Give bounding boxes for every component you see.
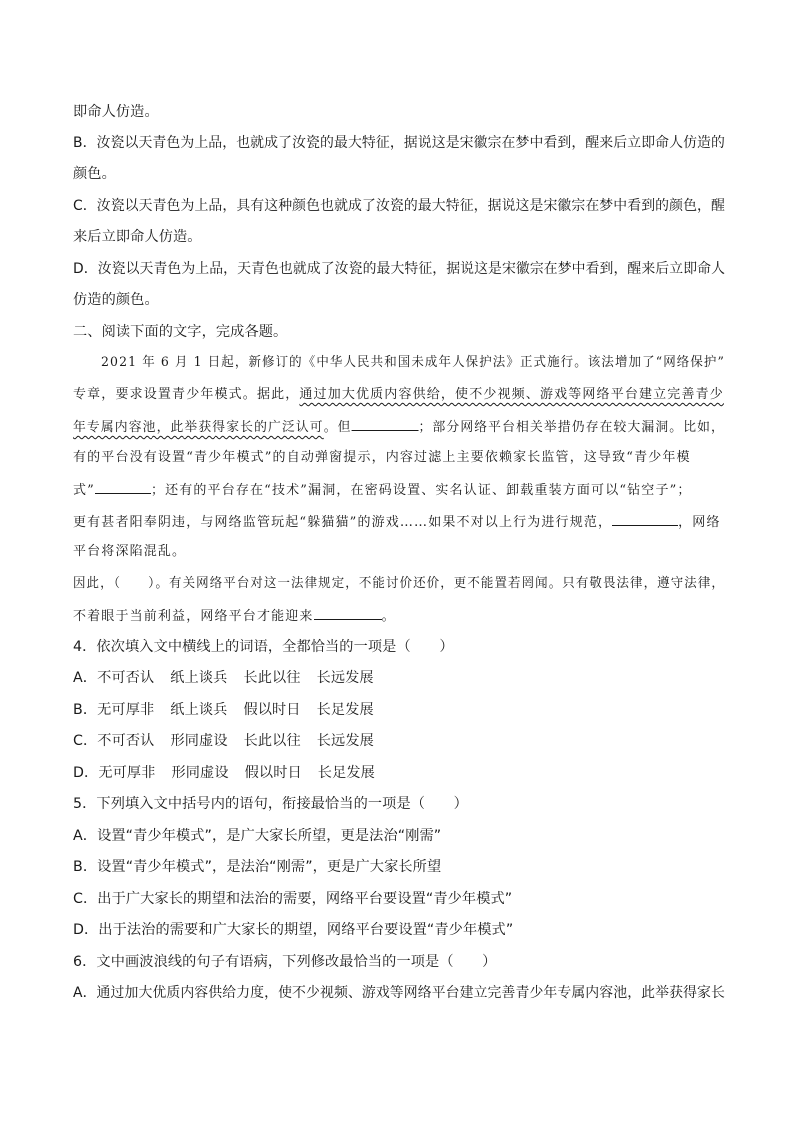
passage-text: ；部分网络平台相关举措仍存在较大漏洞。比如，: [418, 420, 725, 435]
passage-line-7: 平台将深陷混乱。: [73, 544, 187, 559]
option-word: 长远发展: [316, 733, 374, 749]
passage-line-3: [73, 416, 725, 438]
option-word: 形同虚设: [171, 765, 229, 781]
q3-option-d-line1: D．汝瓷以天青色为上品，天青色也就成了汝瓷的最大特征，据说这是宋徽宗在梦中看到，醒来后立即命人: [73, 261, 726, 277]
option-letter: C．: [73, 733, 98, 749]
q5-option-c[interactable]: C．出于广大家长的期望和法治的需要，网络平台要设置“青少年模式”: [73, 891, 513, 907]
passage-line-8: 因此，（ ）。有关网络平台对这一法律规定，不能讨价还价，更不能置若罔闻。只有敬畏法律，遵守法律，: [73, 576, 725, 591]
q4-option-a[interactable]: [73, 668, 374, 688]
option-word: 长远发展: [316, 670, 374, 686]
option-word: 无可厚非: [97, 702, 155, 718]
passage-text: 。但: [323, 420, 352, 435]
q5-option-b[interactable]: B．设置“青少年模式”，是法治“刚需”，更是广大家长所望: [73, 859, 442, 875]
q4-option-b[interactable]: [73, 700, 374, 720]
q5-option-d[interactable]: D．出于法治的需要和广大家长的期望，网络平台要设置“青少年模式”: [73, 922, 514, 938]
q6-option-a[interactable]: A．通过加大优质内容供给力度，使不少视频、游戏等网络平台建立完善青少年专属内容池，此举获得家长: [73, 985, 725, 1001]
option-word: 无可厚非: [98, 765, 156, 781]
q6-stem: 6．文中画波浪线的句子有语病，下列修改最恰当的一项是（ ）: [73, 954, 497, 970]
passage-line-4: 有的平台没有设置“青少年模式”的自动弹窗提示，内容过滤上主要依赖家长监管，这导致“青少年模: [73, 450, 691, 465]
option-word: 纸上谈兵: [170, 702, 228, 718]
passage-line-1: 2021 年 6 月 1 日起，新修订的《中华人民共和国未成年人保护法》正式施行。该法增加了“网络保护”: [101, 355, 725, 370]
option-word: 假以时日: [244, 765, 302, 781]
q3-option-b-line1: B．汝瓷以天青色为上品，也就成了汝瓷的最大特征，据说这是宋徽宗在梦中看到，醒来后立即命人仿造的: [73, 135, 725, 151]
option-word: 长此以往: [243, 733, 301, 749]
wavy-underlined-sentence: 年专属内容池，此举获得家长的广泛认可: [73, 420, 324, 435]
option-word: 长足发展: [317, 765, 375, 781]
q4-stem: 4．依次填入文中横线上的词语，全都恰当的一项是（ ）: [73, 639, 454, 655]
passage-text: ，网络: [678, 515, 721, 530]
answer-blank-1[interactable]: [352, 416, 419, 431]
wavy-underlined-sentence: 通过加大优质内容供给，使不少视频、游戏等网络平台建立完善青少: [299, 387, 724, 402]
option-letter: B．: [73, 702, 98, 718]
passage-text: 。: [381, 609, 396, 624]
passage-text: 不着眼于当前利益，网络平台才能迎来: [73, 609, 314, 624]
q3-option-c-line2: 来后立即命人仿造。: [73, 229, 202, 245]
q5-option-a[interactable]: A．设置“青少年模式”，是广大家长所望，更是法治“刚需”: [73, 828, 442, 844]
passage-text: 专章，要求设置青少年模式。据此，: [73, 387, 300, 402]
passage-line-2: [73, 385, 724, 405]
passage-text: 式”: [73, 483, 95, 498]
passage-line-6: [73, 511, 721, 533]
option-word: 不可否认: [97, 670, 155, 686]
option-word: 不可否认: [97, 733, 155, 749]
section-heading: 二、阅读下面的文字，完成各题。: [73, 324, 288, 340]
passage-line-5: [73, 479, 692, 501]
option-word: 长此以往: [243, 670, 301, 686]
option-word: 形同虚设: [170, 733, 228, 749]
option-word: 长足发展: [316, 702, 374, 718]
answer-blank-3[interactable]: [612, 511, 678, 526]
option-word: 假以时日: [243, 702, 301, 718]
passage-text: 更有甚者阳奉阴违，与网络监管玩起“躲猫猫”的游戏……如果不对以上行为进行规范，: [73, 515, 613, 530]
option-letter: D．: [73, 765, 99, 781]
q3-option-d-line2: 仿造的颜色。: [73, 292, 159, 308]
passage-text: ；还有的平台存在“技术”漏洞，在密码设置、实名认证、卸载重装方面可以“钻空子”；: [150, 483, 692, 498]
answer-blank-4[interactable]: [314, 605, 382, 620]
q3-option-a-tail: 即命人仿造。: [73, 104, 159, 120]
q4-option-c[interactable]: [73, 731, 374, 751]
answer-blank-2[interactable]: [95, 479, 151, 494]
q5-stem: 5．下列填入文中括号内的语句，衔接最恰当的一项是（ ）: [73, 796, 468, 812]
q3-option-c-line1: C．汝瓷以天青色为上品，具有这种颜色也就成了汝瓷的最大特征，据说这是宋徽宗在梦中看到的颜色，醒: [73, 198, 725, 214]
option-letter: A．: [73, 670, 98, 686]
q4-option-d[interactable]: [73, 763, 375, 783]
passage-line-9: [73, 605, 396, 627]
option-word: 纸上谈兵: [170, 670, 228, 686]
q3-option-b-line2: 颜色。: [73, 166, 116, 182]
